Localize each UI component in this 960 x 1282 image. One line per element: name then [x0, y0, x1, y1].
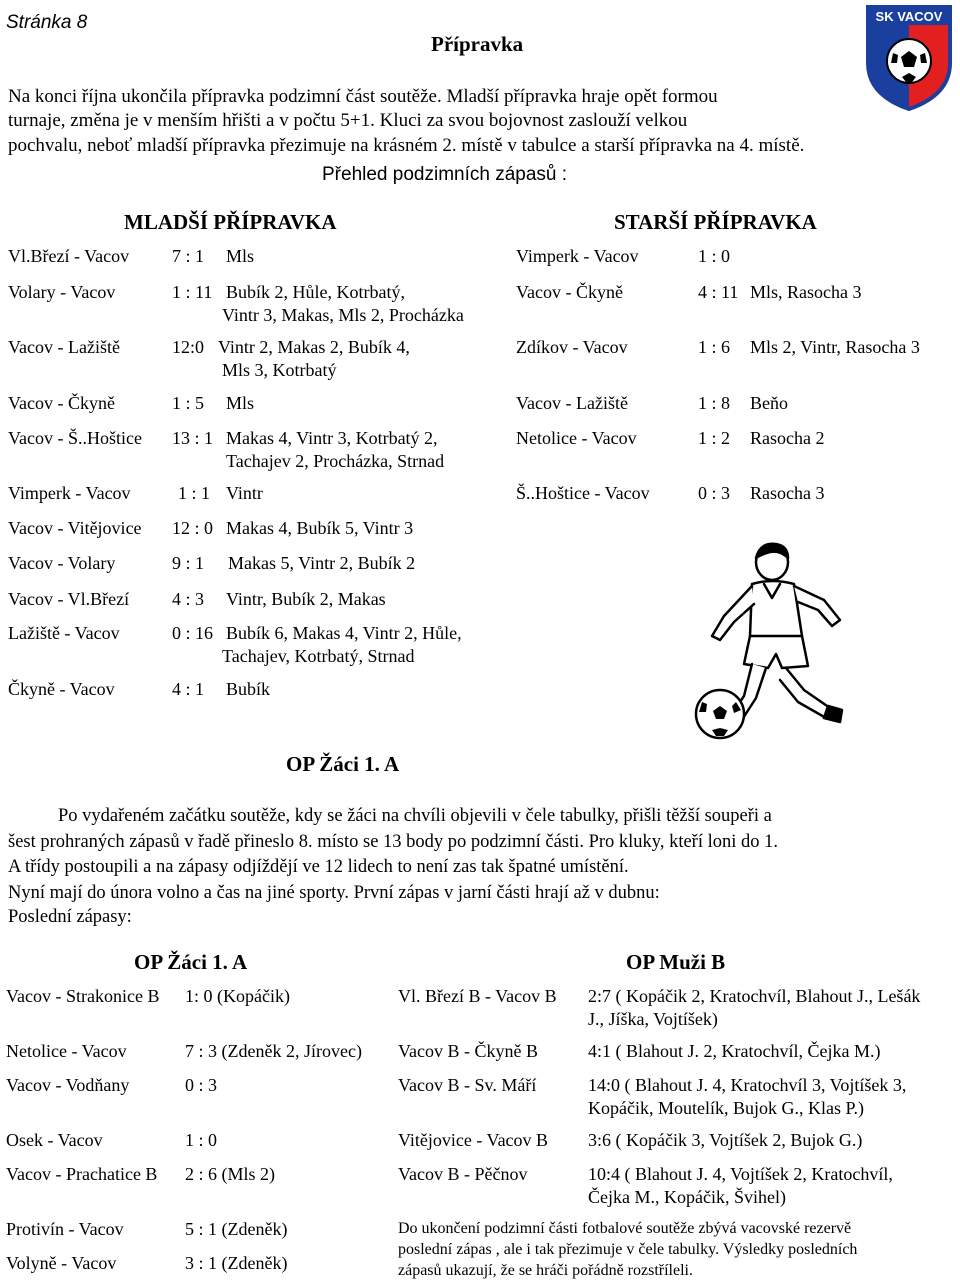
match-score: 12:0	[172, 337, 205, 357]
zaci-heading: OP Žáci 1. A	[134, 950, 248, 974]
match-scorers: Mls 2, Vintr, Rasocha 3	[750, 337, 920, 357]
muzi-heading: OP Muži B	[626, 950, 726, 974]
match-scorers: Mls	[226, 393, 255, 413]
match-score: 9 : 1	[172, 553, 205, 573]
match-score: 13 : 1	[172, 428, 214, 448]
match-teams: Vl.Březí - Vacov	[8, 246, 130, 266]
match-teams: Vacov B - Pěčnov	[398, 1164, 528, 1184]
match-scorers: Makas 4, Bubík 5, Vintr 3	[226, 518, 414, 538]
match-teams: Čkyně - Vacov	[8, 679, 115, 699]
match-score: 4 : 3	[172, 589, 205, 609]
match-score: 1 : 8	[698, 393, 731, 413]
match-teams: Vacov B - Čkyně B	[398, 1041, 538, 1061]
match-result: 0 : 3	[185, 1075, 218, 1095]
match-result: 4:1 ( Blahout J. 2, Kratochvíl, Čejka M.)	[588, 1041, 881, 1061]
match-scorers: Bubík 2, Hůle, Kotrbatý,	[226, 282, 405, 302]
match-score: 1 : 0	[698, 246, 731, 266]
muzi-note-line-2: poslední zápas , ale i tak přezimuje v čele tabulky. Výsledky posledních	[398, 1241, 858, 1258]
match-teams: Vimperk - Vacov	[8, 483, 131, 503]
match-teams: Lažiště - Vacov	[8, 623, 120, 643]
op-paragraph-line-1: Po vydařeném začátku soutěže, kdy se žáci na chvíli objevili v čele tabulky, přišli těžší soupeři a	[58, 806, 772, 826]
page-title: Přípravka	[431, 32, 524, 56]
match-teams: Vitějovice - Vacov B	[398, 1130, 549, 1150]
match-scorers-cont: Tachajev 2, Procházka, Strnad	[226, 451, 445, 471]
match-score: 1 : 2	[698, 428, 731, 448]
match-result-cont: J., Jíška, Vojtíšek)	[588, 1009, 718, 1029]
match-score: 1 : 5	[172, 393, 205, 413]
match-result: 14:0 ( Blahout J. 4, Kratochvíl 3, Vojtíšek 3,	[588, 1075, 907, 1095]
match-scorers: Makas 4, Vintr 3, Kotrbatý 2,	[226, 428, 438, 448]
match-score: 0 : 16	[172, 623, 214, 643]
match-result: 5 : 1 (Zdeněk)	[185, 1219, 288, 1239]
match-teams: Volary - Vacov	[8, 282, 116, 302]
match-result-cont: Čejka M., Kopáčik, Švihel)	[588, 1187, 786, 1207]
match-result-cont: Kopáčik, Moutelík, Bujok G., Klas P.)	[588, 1098, 864, 1118]
op-paragraph-line-2: šest prohraných zápasů v řadě přineslo 8. místo se 13 body po podzimní části. Pro kluky, kteří loni do 1.	[8, 832, 779, 852]
match-scorers: Rasocha 2	[750, 428, 825, 448]
older-heading: STARŠÍ PŘÍPRAVKA	[614, 210, 817, 234]
match-score: 0 : 3	[698, 483, 731, 503]
match-teams: Vacov - Vl.Březí	[8, 589, 130, 609]
op-paragraph-line-3: A třídy postoupili a na zápasy odjíždějí ve 12 lidech to není zas tak špatné umístění.	[8, 857, 629, 877]
match-result: 1: 0 (Kopáčik)	[185, 986, 290, 1006]
match-teams: Š..Hoštice - Vacov	[516, 483, 650, 503]
match-scorers: Bubík 6, Makas 4, Vintr 2, Hůle,	[226, 623, 462, 643]
match-teams: Vacov - Lažiště	[516, 393, 628, 413]
op-paragraph-line-5: Poslední zápasy:	[8, 907, 132, 927]
match-scorers: Beňo	[750, 393, 788, 413]
match-score: 1 : 11	[172, 282, 213, 302]
match-score: 4 : 1	[172, 679, 205, 699]
op-zaci-heading: OP Žáci 1. A	[286, 752, 400, 776]
match-teams: Vacov - Čkyně	[516, 282, 623, 302]
match-result: 3:6 ( Kopáčik 3, Vojtíšek 2, Bujok G.)	[588, 1130, 863, 1150]
match-teams: Vl. Březí B - Vacov B	[398, 986, 557, 1006]
match-scorers: Mls, Rasocha 3	[750, 282, 862, 302]
muzi-note-line-3: zápasů ukazují, že se hráči pořádně rozstříleli.	[398, 1262, 693, 1279]
match-scorers-cont: Tachajev, Kotrbatý, Strnad	[222, 646, 415, 666]
match-scorers: Vintr, Bubík 2, Makas	[226, 589, 386, 609]
match-scorers: Vintr 2, Makas 2, Bubík 4,	[218, 337, 410, 357]
footballer-illustration	[690, 540, 870, 750]
overview-heading: Přehled podzimních zápasů :	[322, 164, 568, 185]
younger-heading: MLADŠÍ PŘÍPRAVKA	[124, 210, 337, 234]
match-teams: Osek - Vacov	[6, 1130, 103, 1150]
match-teams: Vacov B - Sv. Máří	[398, 1075, 537, 1095]
svg-text:SK VACOV: SK VACOV	[875, 9, 943, 24]
match-teams: Vacov - Volary	[8, 553, 116, 573]
match-result: 7 : 3 (Zdeněk 2, Jírovec)	[185, 1041, 362, 1061]
match-result: 10:4 ( Blahout J. 4, Vojtíšek 2, Kratochvíl,	[588, 1164, 893, 1184]
match-scorers-cont: Vintr 3, Makas, Mls 2, Procházka	[222, 305, 464, 325]
match-scorers-cont: Mls 3, Kotrbatý	[222, 360, 337, 380]
match-scorers: Mls	[226, 246, 255, 266]
match-teams: Zdíkov - Vacov	[516, 337, 628, 357]
match-result: 2:7 ( Kopáčik 2, Kratochvíl, Blahout J., Lešák	[588, 986, 921, 1006]
club-logo	[864, 3, 954, 111]
match-scorers: Makas 5, Vintr 2, Bubík 2	[228, 553, 416, 573]
match-teams: Vacov - Š..Hoštice	[8, 428, 142, 448]
match-score: 7 : 1	[172, 246, 205, 266]
match-score: 12 : 0	[172, 518, 214, 538]
match-score: 1 : 1	[178, 483, 211, 503]
match-teams: Vacov - Vodňany	[6, 1075, 130, 1095]
intro-line-2: turnaje, změna je v menším hřišti a v počtu 5+1. Kluci za svou bojovnost zaslouží velkou	[8, 110, 688, 131]
match-teams: Volyně - Vacov	[6, 1253, 117, 1273]
match-teams: Vacov - Prachatice B	[6, 1164, 158, 1184]
match-result: 2 : 6 (Mls 2)	[185, 1164, 275, 1184]
match-scorers: Bubík	[226, 679, 271, 699]
match-teams: Netolice - Vacov	[516, 428, 637, 448]
match-teams: Vacov - Lažiště	[8, 337, 120, 357]
muzi-note-line-1: Do ukončení podzimní části fotbalové soutěže zbývá vacovské rezervě	[398, 1220, 852, 1237]
match-teams: Netolice - Vacov	[6, 1041, 127, 1061]
match-teams: Vacov - Strakonice B	[6, 986, 160, 1006]
match-result: 3 : 1 (Zdeněk)	[185, 1253, 288, 1273]
match-score: 4 : 11	[698, 282, 739, 302]
page-label: Stránka 8	[6, 12, 88, 33]
match-teams: Vimperk - Vacov	[516, 246, 639, 266]
intro-line-3: pochvalu, neboť mladší přípravka přezimuje na krásném 2. místě v tabulce a starší přípravka na 4. místě.	[8, 135, 805, 156]
match-score: 1 : 6	[698, 337, 731, 357]
match-teams: Vacov - Vitějovice	[8, 518, 142, 538]
match-scorers: Rasocha 3	[750, 483, 825, 503]
match-teams: Vacov - Čkyně	[8, 393, 115, 413]
match-scorers: Vintr	[226, 483, 263, 503]
intro-line-1: Na konci října ukončila přípravka podzimní část soutěže. Mladší přípravka hraje opět formou	[8, 86, 718, 107]
match-result: 1 : 0	[185, 1130, 218, 1150]
op-paragraph-line-4: Nyní mají do února volno a čas na jiné sporty. První zápas v jarní části hrají až v dubnu:	[8, 883, 660, 903]
match-teams: Protivín - Vacov	[6, 1219, 124, 1239]
